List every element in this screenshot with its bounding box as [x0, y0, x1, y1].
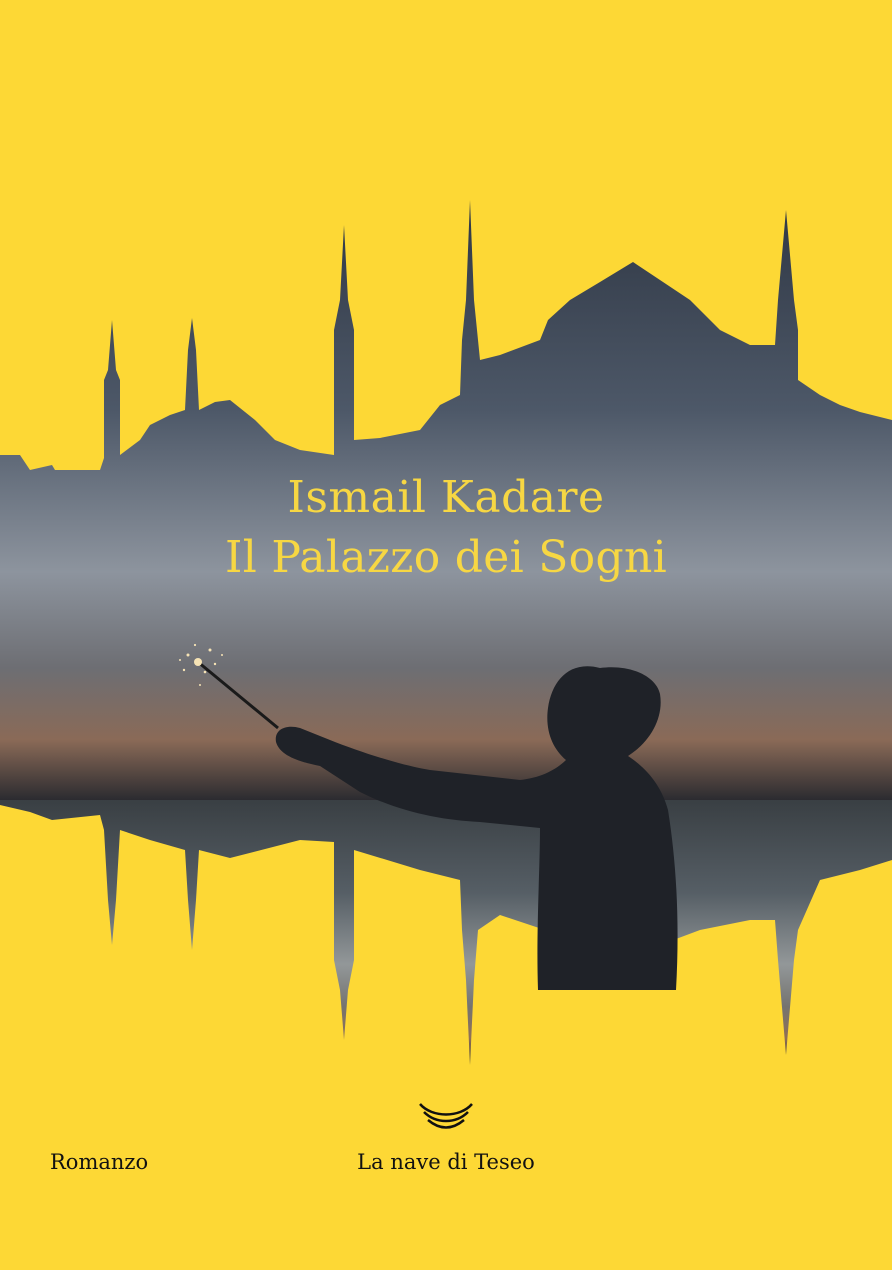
- mosque-reflection-silhouette: [0, 800, 892, 1065]
- publisher-name: La nave di Teseo: [357, 1150, 535, 1174]
- author-name: Ismail Kadare: [287, 472, 605, 523]
- book-title: Il Palazzo dei Sogni: [225, 532, 667, 583]
- publisher-logo-icon: [416, 1100, 476, 1134]
- genre-label: Romanzo: [50, 1150, 149, 1174]
- title-block: [0, 470, 892, 590]
